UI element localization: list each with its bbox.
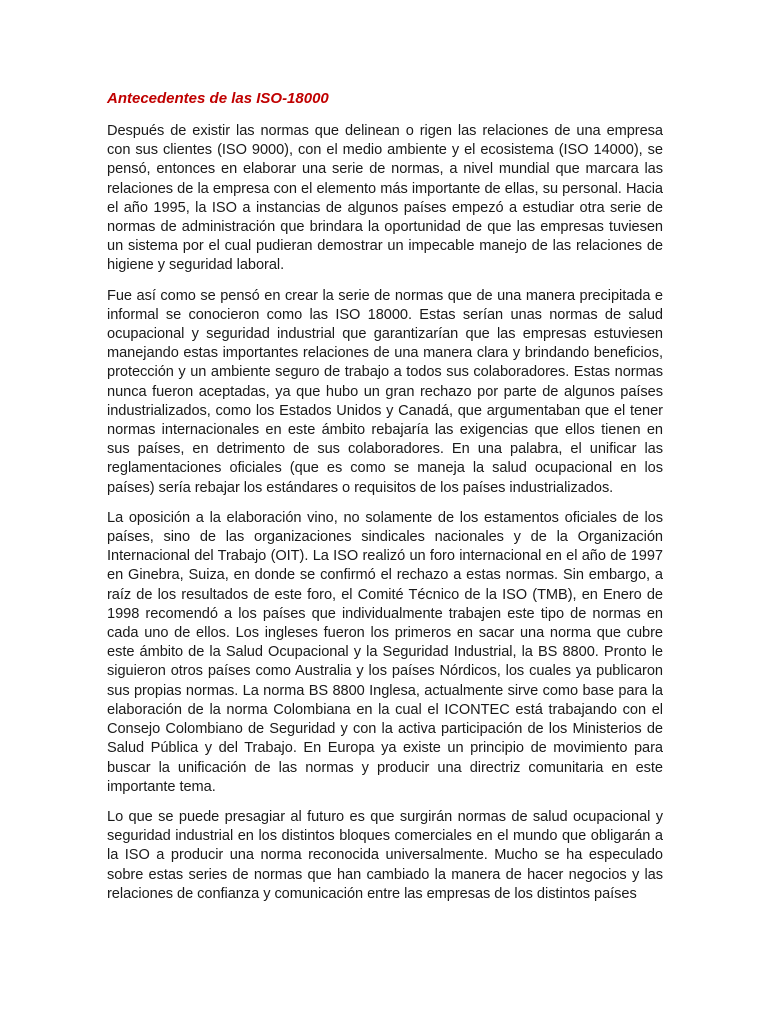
document-body [107,89,663,915]
paragraph-2: Fue así como se pensó en crear la serie de normas que de una manera precipitada e informal se conocieron como las ISO 18000. Estas serían unas normas de salud ocupacional y seguridad industrial que garantizarían que las empresas estuviesen manejando estas importantes relaciones de una manera clara y brindando beneficios, protección y un ambiente seguro de trabajo a todos sus colaboradores. Estas normas nunca fueron aceptadas, ya que hubo un gran rechazo por parte de algunos países industrializados, como los Estados Unidos y Canadá, que argumentaban que el tener normas internacionales en este ámbito rebajaría las exigencias que ellos tienen en sus países, en detrimento de sus colaboradores. En una palabra, el unificar las reglamentaciones oficiales (que es como se maneja la salud ocupacional en los países) sería rebajar los estándares o requisitos de los países industrializados. [107,287,663,496]
paragraph-1: Después de existir las normas que delinean o rigen las relaciones de una empresa con sus clientes (ISO 9000), con el medio ambiente y el ecosistema (ISO 14000), se pensó, entonces en elaborar una serie de normas, a nivel mundial que marcara las relaciones de la empresa con el elemento más importante de ellas, su personal. Hacia el año 1995, la ISO a instancias de algunos países empezó a estudiar otra serie de normas de administración que brindara la oportunidad de que las empresas tuviesen un sistema por el cual pudieran demostrar un impecable manejo de las relaciones de higiene y seguridad laboral. [107,123,663,274]
paragraph-3: La oposición a la elaboración vino, no solamente de los estamentos oficiales de los países, sino de las organizaciones sindicales nacionales y de la Organización Internacional del Trabajo (OIT). La ISO realizó un foro internacional en el año de 1997 en Ginebra, Suiza, en donde se confirmó el rechazo a estas normas. Sin embargo, a raíz de los resultados de este foro, el Comité Técnico de la ISO (TMB), en Enero de 1998 recomendó a los países que individualmente trabajen este tipo de normas en cada uno de ellos. Los ingleses fueron los primeros en sacar una norma que cubre este ámbito de la Salud Ocupacional y la Seguridad Industrial, la BS 8800. Pronto le siguieron otros países como Australia y los países Nórdicos, los cuales ya publicaron sus propias normas. La norma BS 8800 Inglesa, actualmente sirve como base para la elaboración de la norma Colombiana en la cual el ICONTEC está trabajando con el Consejo Colombiano de Seguridad y con la activa participación de los Ministerios de Salud Pública y del Trabajo. En Europa ya existe un principio de movimiento para buscar la unificación de las normas y producir una directriz comunitaria en este importante tema. [107,509,663,795]
paragraph-4: Lo que se puede presagiar al futuro es que surgirán normas de salud ocupacional y seguridad industrial en los distintos bloques comerciales en el mundo que obligarán a la ISO a producir una norma reconocida universalmente. Mucho se ha especulado sobre estas series de normas que han cambiado la manera de hacer negocios y las relaciones de confianza y comunicación entre las empresas de los distintos países [107,808,663,902]
section-heading: Antecedentes de las ISO-18000 [107,90,329,107]
